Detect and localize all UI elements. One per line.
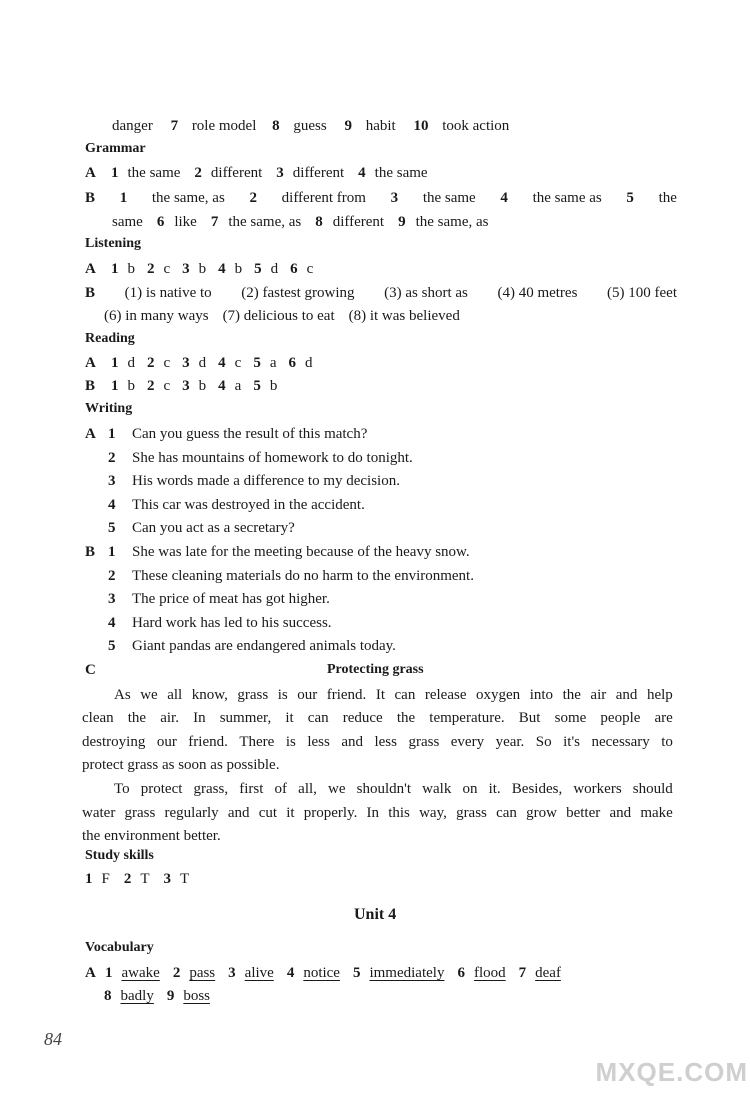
essay-word: air (590, 687, 607, 703)
writing-c-label: C (85, 662, 96, 678)
writing-b-number: 5 (108, 638, 116, 654)
writing-b-number: 1 (108, 544, 116, 560)
essay-word: every (450, 734, 485, 750)
grammar-b-answer: same (112, 214, 143, 230)
reading-b-number: 4 (218, 378, 226, 394)
writing-a-item (108, 498, 365, 513)
writing-b-item (108, 569, 474, 584)
grammar-b-number: 8 (315, 214, 323, 230)
essay-word: Besides, (511, 781, 563, 797)
writing-b-number: 4 (108, 614, 116, 631)
listening-a-answer: b (127, 261, 135, 277)
writing-b-item (108, 639, 396, 654)
writing-a-number: 5 (108, 520, 116, 536)
vocabulary-a-number: 6 (457, 965, 465, 981)
essay-word: friend. (326, 687, 367, 703)
essay-word: can (496, 805, 517, 821)
listening-b-row-2 (104, 309, 460, 324)
grammar-b-answer: the same as (532, 190, 602, 206)
essay-word: and (615, 687, 638, 703)
intro-answers: danger 7 role model 8 guess 9 habit 10 took action (112, 118, 510, 134)
essay-word: is (285, 734, 296, 750)
writing-a-item (108, 451, 413, 466)
vocabulary-a-number: 4 (286, 965, 295, 981)
vocabulary-a-number: 8 (104, 988, 112, 1004)
reading-a-number: 3 (182, 355, 190, 371)
grammar-a-row: A 1 the same 2 different 3 different 4 the same (85, 165, 428, 181)
essay-word: on (462, 781, 478, 797)
vocabulary-a-row-2 (104, 989, 210, 1004)
writing-b-item (108, 545, 470, 560)
reading-b-answer: a (234, 378, 242, 394)
grammar-b-number: 1 (119, 190, 128, 206)
grammar-b-number: 5 (626, 190, 634, 206)
study-skills-number: 2 (123, 871, 132, 887)
essay-word: reduce (342, 710, 383, 726)
essay-word: the (562, 687, 581, 703)
grammar-b-label: B (85, 190, 96, 206)
writing-a-number: 4 (108, 496, 116, 513)
vocabulary-a-answer: boss (183, 988, 211, 1004)
essay-word: can (307, 710, 329, 726)
vocabulary-a-number: 7 (518, 965, 527, 981)
essay-word: should (632, 781, 673, 797)
unit-title: Unit 4 (354, 906, 397, 923)
reading-a-row: A 1 d 2 c 3 d 4 c 5 a 6 d (85, 355, 313, 371)
vocabulary-a-answer: alive (244, 965, 274, 981)
reading-a-answer: d (305, 355, 313, 371)
essay-word: our (297, 687, 318, 703)
essay-word: walk (422, 781, 452, 797)
essay-word: properly. (303, 805, 358, 821)
vocabulary-a-row-1: A 1 awake 2 pass 3 alive 4 notice 5 immediately 6 flood 7 deaf (85, 965, 561, 981)
essay-word: it's (563, 734, 580, 750)
essay-word: we (328, 781, 346, 797)
listening-b-row-1 (85, 286, 677, 301)
study-skills-answer: F (101, 871, 110, 887)
essay-word: better (566, 805, 601, 821)
essay-word: help (646, 687, 673, 703)
essay-word: grass (408, 734, 440, 750)
vocabulary-a-number: 1 (105, 965, 113, 981)
reading-b-answer: b (198, 378, 207, 394)
reading-b-answer: b (269, 378, 278, 394)
essay-word: know, (191, 687, 228, 703)
essay-word: destroying (82, 734, 146, 750)
writing-b-label: B (85, 544, 96, 560)
essay-word: and (341, 734, 363, 750)
writing-b-sentence: These cleaning materials do no harm to the environment. (132, 567, 474, 584)
essay-word: and (609, 805, 632, 821)
listening-a-answer: c (163, 261, 171, 277)
grammar-a-answer: different (210, 165, 263, 181)
grammar-a-number: 2 (194, 165, 202, 181)
writing-b-item (108, 592, 330, 607)
essay-word: summer, (219, 710, 272, 726)
essay-word: There (239, 734, 275, 750)
vocabulary-a-number: 9 (166, 988, 175, 1004)
listening-b-answer: (3) as short as (384, 285, 468, 301)
listening-a-answer: d (270, 261, 279, 277)
reading-b-answer: b (127, 378, 135, 394)
essay-word: it (286, 805, 295, 821)
listening-a-number: 3 (182, 261, 190, 277)
essay-text: protect grass as soon as possible. (82, 757, 280, 773)
essay-word: regularly (164, 805, 219, 821)
essay-word: grass, (193, 781, 229, 797)
reading-a-number: 5 (253, 355, 261, 371)
essay-word: make (640, 805, 673, 821)
grammar-b-number: 2 (249, 190, 257, 206)
listening-b-answer: (6) in many ways (104, 308, 209, 324)
reading-a-answer: a (269, 355, 277, 371)
listening-b-answer: (5) 100 feet (607, 285, 677, 301)
essay-word: workers (573, 781, 622, 797)
writing-a-sentence: His words made a difference to my decision. (132, 473, 400, 489)
listening-a-number: 5 (254, 261, 262, 277)
essay-word: protect (140, 781, 183, 797)
listening-b-answer: (4) 40 metres (497, 285, 578, 301)
vocabulary-a-answer: immediately (369, 965, 445, 981)
essay-line (114, 688, 673, 703)
essay-word: necessary (591, 734, 650, 750)
writing-a-sentence: This car was destroyed in the accident. (132, 496, 365, 513)
essay-word: So (535, 734, 552, 750)
grammar-heading: Grammar (85, 141, 146, 156)
reading-b-number: 3 (182, 378, 190, 394)
essay-line (82, 758, 279, 773)
reading-b-answer: c (163, 378, 171, 394)
essay-word: way, (419, 805, 447, 821)
essay-word: the (127, 710, 147, 726)
vocabulary-a-answer: badly (120, 988, 154, 1004)
grammar-b-number: 7 (210, 214, 219, 230)
vocabulary-heading: Vocabulary (85, 940, 154, 955)
essay-title: Protecting grass (327, 662, 424, 677)
essay-word: this (388, 805, 410, 821)
study-skills-number: 1 (85, 871, 93, 887)
writing-a-sentence: She has mountains of homework to do tonight. (132, 449, 413, 466)
essay-word: cut (258, 805, 278, 821)
writing-b-number: 3 (108, 591, 116, 607)
essay-word: less (307, 734, 330, 750)
essay-word: oxygen (476, 687, 521, 703)
vocabulary-a-number: 3 (228, 965, 236, 981)
listening-b-answer: (2) fastest growing (241, 285, 355, 301)
essay-word: As (114, 687, 131, 703)
grammar-b-number: 9 (398, 214, 406, 230)
reading-a-number: 1 (111, 355, 119, 371)
essay-word: grass (124, 805, 156, 821)
essay-word: grass (237, 687, 269, 703)
listening-b-label: B (85, 285, 96, 301)
vocabulary-a-answer: flood (473, 965, 506, 981)
essay-word: the (396, 710, 416, 726)
essay-line (82, 829, 221, 844)
reading-a-number: 2 (147, 355, 155, 371)
essay-word: people (600, 710, 641, 726)
writing-a-sentence: Can you act as a secretary? (132, 520, 295, 536)
listening-a-answer: c (306, 261, 314, 277)
essay-word: some (554, 710, 587, 726)
essay-word: is (277, 687, 288, 703)
grammar-b-answer: the (658, 190, 677, 206)
grammar-b-answer: the same, as (228, 214, 302, 230)
listening-b-answer: (1) is native to (124, 285, 212, 301)
writing-a-label: A (85, 426, 96, 442)
essay-word: In (366, 805, 380, 821)
writing-a-item (108, 474, 400, 489)
essay-word: into (529, 687, 554, 703)
grammar-b-answer: like (174, 214, 197, 230)
essay-word: clean (82, 710, 114, 726)
writing-b-number: 2 (108, 567, 116, 584)
grammar-a-answer: different (292, 165, 345, 181)
essay-word: first (239, 781, 264, 797)
listening-a-row: A 1 b 2 c 3 b 4 b 5 d 6 c (85, 261, 314, 277)
grammar-b-answer: the same, as (151, 190, 225, 206)
study-skills-number: 3 (163, 871, 172, 887)
essay-word: to (661, 734, 673, 750)
grammar-a-number: 4 (358, 165, 366, 181)
listening-a-number: 2 (147, 261, 155, 277)
listening-b-answer: (7) delicious to eat (222, 308, 335, 324)
essay-word: grow (526, 805, 557, 821)
writing-b-sentence: The price of meat has got higher. (132, 591, 330, 607)
writing-heading: Writing (85, 401, 133, 416)
essay-word: and (227, 805, 250, 821)
writing-a-number: 2 (108, 449, 116, 466)
grammar-b-answer: different from (281, 190, 366, 206)
grammar-a-answer: the same (374, 165, 428, 181)
vocabulary-a-answer: notice (303, 965, 340, 981)
study-skills-answer: T (180, 871, 190, 887)
essay-word: shouldn't (356, 781, 412, 797)
essay-word: less (374, 734, 397, 750)
page-number: 84 (44, 1029, 62, 1049)
writing-b-item (108, 616, 332, 631)
vocabulary-a-answer: awake (121, 965, 160, 981)
reading-a-answer: c (234, 355, 242, 371)
essay-word: release (424, 687, 467, 703)
grammar-a-number: 3 (276, 165, 284, 181)
writing-b-sentence: Hard work has led to his success. (132, 614, 332, 631)
writing-a-item (108, 427, 367, 442)
essay-line (114, 782, 673, 797)
watermark-text: MXQE.COM (595, 1057, 748, 1087)
reading-heading: Reading (85, 331, 135, 346)
essay-word: temperature. (429, 710, 505, 726)
essay-word: are (654, 710, 673, 726)
essay-word: it (285, 710, 294, 726)
reading-a-answer: c (163, 355, 171, 371)
essay-word: air. (160, 710, 179, 726)
grammar-b-row-1 (85, 191, 677, 206)
essay-text: the environment better. (82, 828, 221, 844)
vocabulary-a-answer: pass (189, 965, 216, 981)
reading-b-number: 5 (253, 378, 261, 394)
listening-b-answer: (8) it was believed (348, 308, 460, 324)
writing-a-number: 1 (108, 426, 116, 442)
study-skills-row (85, 872, 189, 887)
vocabulary-a-number: 2 (172, 965, 181, 981)
writing-b-sentence: Giant pandas are endangered animals today. (132, 638, 396, 654)
vocabulary-a-number: 5 (352, 965, 361, 981)
essay-word: It (375, 687, 385, 703)
reading-a-answer: d (198, 355, 207, 371)
reading-b-row: B 1 b 2 c 3 b 4 a 5 b (85, 378, 278, 394)
essay-word: it. (488, 781, 501, 797)
reading-b-number: 2 (147, 378, 155, 394)
essay-word: year. (495, 734, 525, 750)
grammar-b-answer: different (332, 214, 385, 230)
grammar-a-number: 1 (111, 165, 119, 181)
reading-b-number: 1 (111, 378, 119, 394)
reading-a-answer: d (127, 355, 135, 371)
grammar-b-answer: the same, as (415, 214, 489, 230)
essay-line (82, 806, 673, 821)
study-skills-answer: T (140, 871, 150, 887)
grammar-b-number: 4 (500, 190, 508, 206)
writing-a-sentence: Can you guess the result of this match? (132, 426, 368, 442)
grammar-b-number: 3 (390, 190, 399, 206)
reading-a-number: 4 (218, 355, 226, 371)
listening-a-answer: b (234, 261, 243, 277)
reading-a-number: 6 (288, 355, 297, 371)
essay-word: grass (456, 805, 487, 821)
grammar-a-answer: the same (127, 165, 181, 181)
writing-a-item (108, 521, 295, 536)
essay-word: all, (298, 781, 317, 797)
essay-word: we (140, 687, 158, 703)
writing-b-sentence: She was late for the meeting because of the heavy snow. (132, 544, 470, 560)
essay-line (82, 735, 673, 750)
listening-a-number: 4 (218, 261, 226, 277)
essay-line (82, 711, 673, 726)
essay-word: our (156, 734, 177, 750)
grammar-b-answer: the same (422, 190, 476, 206)
writing-a-number: 3 (108, 473, 116, 489)
grammar-b-row-2 (112, 215, 488, 230)
essay-word: of (274, 781, 288, 797)
essay-word: friend. (188, 734, 228, 750)
essay-word: In (193, 710, 206, 726)
essay-word: water (82, 805, 116, 821)
vocabulary-a-answer: deaf (535, 965, 561, 981)
grammar-b-number: 6 (156, 214, 165, 230)
essay-word: can (394, 687, 416, 703)
listening-a-number: 1 (111, 261, 119, 277)
listening-heading: Listening (85, 236, 142, 251)
listening-a-number: 6 (290, 261, 298, 277)
essay-word: But (518, 710, 541, 726)
essay-word: all (167, 687, 183, 703)
study-skills-heading: Study skills (85, 848, 154, 863)
essay-word: To (114, 781, 130, 797)
listening-a-answer: b (198, 261, 207, 277)
